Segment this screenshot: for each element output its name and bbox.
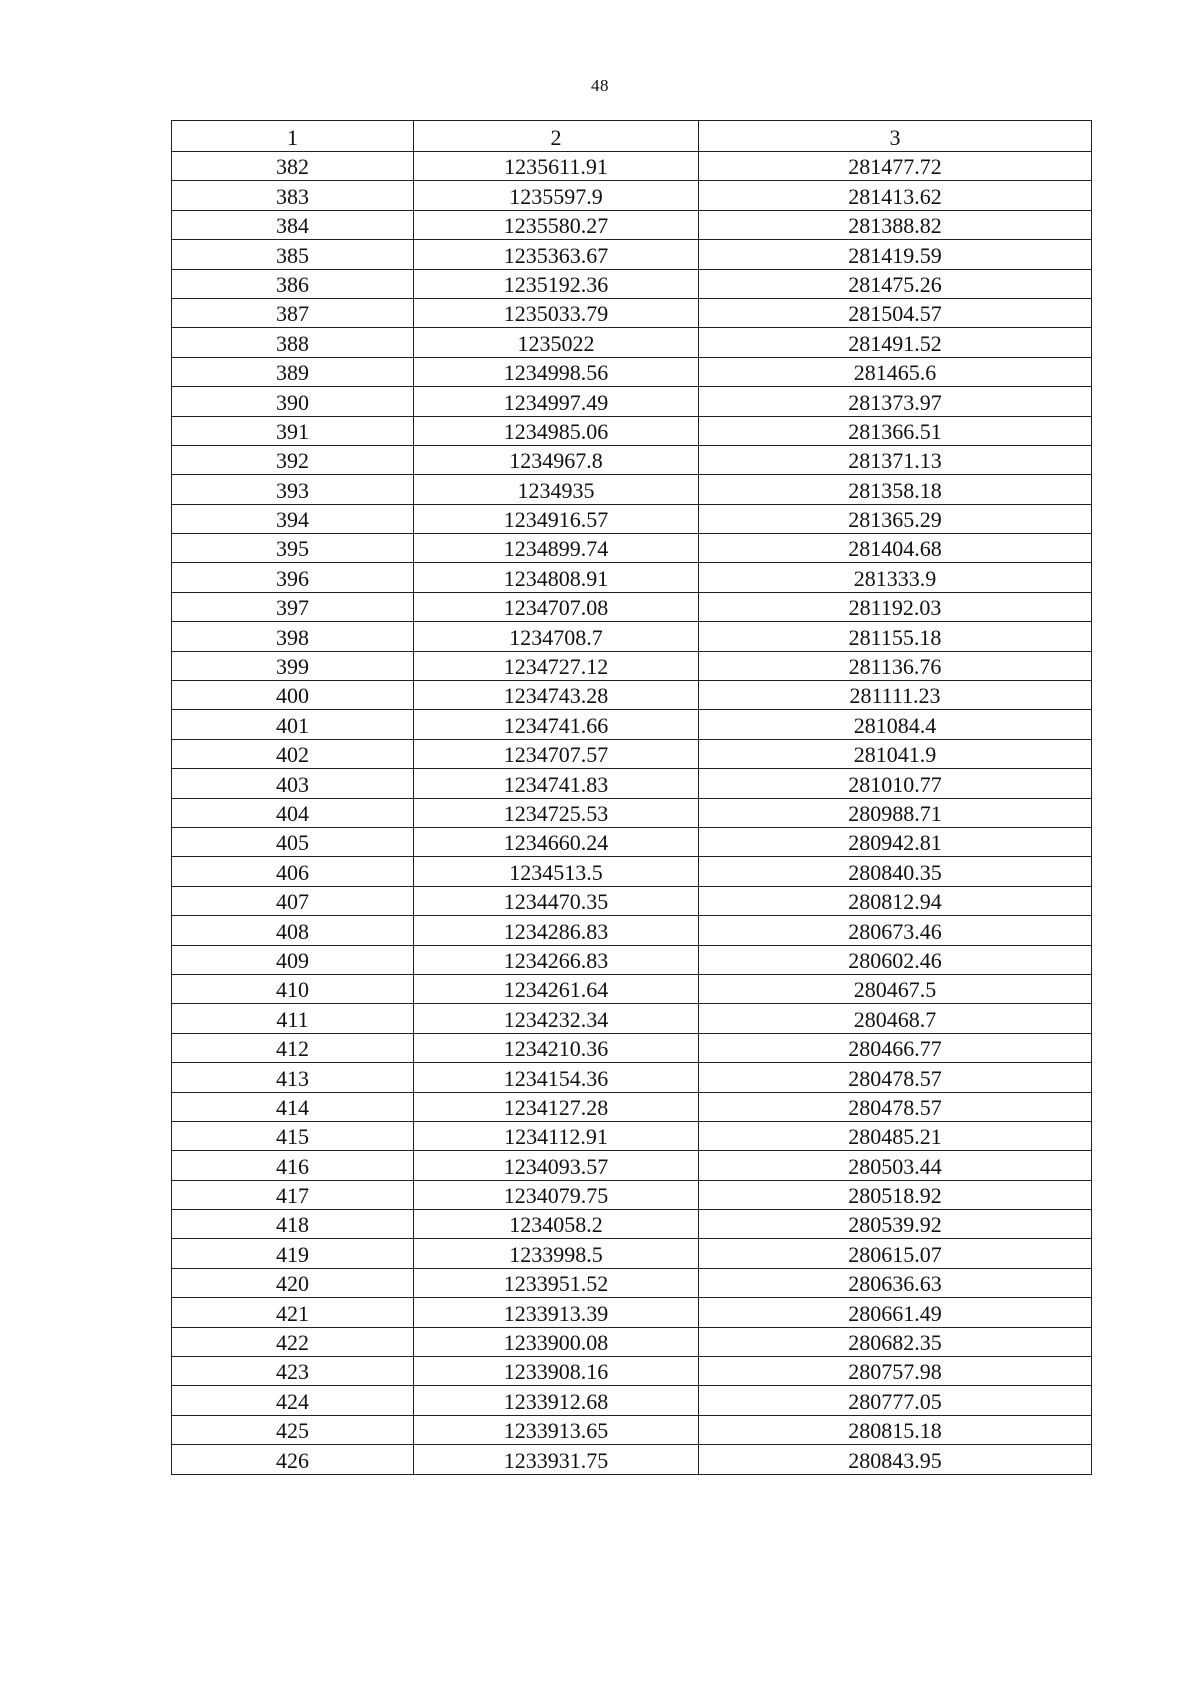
- table-cell: 414: [172, 1092, 414, 1121]
- table-cell: 1234093.57: [414, 1151, 699, 1180]
- table-cell: 388: [172, 328, 414, 357]
- table-cell: 1235597.9: [414, 181, 699, 210]
- table-row: [172, 945, 1092, 974]
- table-cell: 280988.71: [699, 798, 1092, 827]
- table-row: [172, 1298, 1092, 1327]
- column-header: 1: [172, 121, 414, 152]
- table-cell: 411: [172, 1004, 414, 1033]
- table-cell: 280815.18: [699, 1415, 1092, 1444]
- table-cell: 387: [172, 298, 414, 327]
- table-cell: 280757.98: [699, 1357, 1092, 1386]
- table-row: [172, 681, 1092, 710]
- table-cell: 1235580.27: [414, 210, 699, 239]
- table-cell: 1233931.75: [414, 1445, 699, 1474]
- table-cell: 280682.35: [699, 1327, 1092, 1356]
- table-cell: 398: [172, 622, 414, 651]
- table-cell: 280661.49: [699, 1298, 1092, 1327]
- table-row: [172, 1180, 1092, 1209]
- table-cell: 1233908.16: [414, 1357, 699, 1386]
- table-cell: 420: [172, 1268, 414, 1297]
- table-cell: 412: [172, 1033, 414, 1062]
- table-row: [172, 1357, 1092, 1386]
- table-cell: 416: [172, 1151, 414, 1180]
- table-row: [172, 1268, 1092, 1297]
- table-row: [172, 974, 1092, 1003]
- table-cell: 280615.07: [699, 1239, 1092, 1268]
- table-cell: 280777.05: [699, 1386, 1092, 1415]
- table-cell: 422: [172, 1327, 414, 1356]
- table-cell: 281419.59: [699, 240, 1092, 269]
- table-cell: 407: [172, 886, 414, 915]
- table-cell: 382: [172, 152, 414, 181]
- table-row: [172, 1445, 1092, 1474]
- table-cell: 281404.68: [699, 534, 1092, 563]
- table-cell: 1234743.28: [414, 681, 699, 710]
- table-row: [172, 592, 1092, 621]
- table-cell: 390: [172, 387, 414, 416]
- table-cell: 419: [172, 1239, 414, 1268]
- table-cell: 281084.4: [699, 710, 1092, 739]
- table-row: [172, 1121, 1092, 1150]
- table-cell: 1235611.91: [414, 152, 699, 181]
- table-cell: 394: [172, 504, 414, 533]
- table-cell: 1234079.75: [414, 1180, 699, 1209]
- table-body: [172, 152, 1092, 1475]
- table-cell: 280812.94: [699, 886, 1092, 915]
- table-cell: 386: [172, 269, 414, 298]
- table-cell: 392: [172, 445, 414, 474]
- page-number: 48: [591, 76, 609, 95]
- table-row: [172, 916, 1092, 945]
- table-cell: 280636.63: [699, 1268, 1092, 1297]
- table-row: [172, 445, 1092, 474]
- table-cell: 281504.57: [699, 298, 1092, 327]
- table-cell: 281010.77: [699, 769, 1092, 798]
- table-cell: 1233913.39: [414, 1298, 699, 1327]
- table-cell: 281155.18: [699, 622, 1092, 651]
- table-cell: 280485.21: [699, 1121, 1092, 1150]
- table-row: [172, 416, 1092, 445]
- table-cell: 1234741.66: [414, 710, 699, 739]
- table-cell: 1234998.56: [414, 357, 699, 386]
- table-cell: 280843.95: [699, 1445, 1092, 1474]
- table-row: [172, 1239, 1092, 1268]
- table-cell: 405: [172, 827, 414, 856]
- table-cell: 1234470.35: [414, 886, 699, 915]
- table-cell: 426: [172, 1445, 414, 1474]
- table-cell: 1234725.53: [414, 798, 699, 827]
- table-cell: 1234058.2: [414, 1210, 699, 1239]
- table-cell: 383: [172, 181, 414, 210]
- table-row: [172, 387, 1092, 416]
- table-cell: 1234741.83: [414, 769, 699, 798]
- table-cell: 281365.29: [699, 504, 1092, 533]
- table-row: [172, 1327, 1092, 1356]
- table-row: [172, 1386, 1092, 1415]
- table-row: [172, 1063, 1092, 1092]
- table-cell: 391: [172, 416, 414, 445]
- table-cell: 413: [172, 1063, 414, 1092]
- table-cell: 410: [172, 974, 414, 1003]
- table-cell: 395: [172, 534, 414, 563]
- table-cell: 281491.52: [699, 328, 1092, 357]
- table-cell: 281477.72: [699, 152, 1092, 181]
- table-cell: 280539.92: [699, 1210, 1092, 1239]
- table-cell: 281366.51: [699, 416, 1092, 445]
- table-cell: 281465.6: [699, 357, 1092, 386]
- table-cell: 1234997.49: [414, 387, 699, 416]
- table-cell: 1233912.68: [414, 1386, 699, 1415]
- table-cell: 389: [172, 357, 414, 386]
- table-cell: 280468.7: [699, 1004, 1092, 1033]
- table-cell: 1234513.5: [414, 857, 699, 886]
- coordinates-table: [171, 120, 1092, 1475]
- table-cell: 384: [172, 210, 414, 239]
- table-cell: 408: [172, 916, 414, 945]
- table-cell: 1233900.08: [414, 1327, 699, 1356]
- table-cell: 281333.9: [699, 563, 1092, 592]
- table-row: [172, 475, 1092, 504]
- table-cell: 281041.9: [699, 739, 1092, 768]
- table-cell: 281358.18: [699, 475, 1092, 504]
- table-cell: 424: [172, 1386, 414, 1415]
- table-cell: 415: [172, 1121, 414, 1150]
- table-cell: 280840.35: [699, 857, 1092, 886]
- table-header-row: [172, 121, 1092, 152]
- table-cell: 402: [172, 739, 414, 768]
- table-cell: 1234985.06: [414, 416, 699, 445]
- table-cell: 281192.03: [699, 592, 1092, 621]
- table-row: [172, 1415, 1092, 1444]
- table-row: [172, 1033, 1092, 1062]
- table-cell: 1234286.83: [414, 916, 699, 945]
- table-cell: 280466.77: [699, 1033, 1092, 1062]
- table-cell: 400: [172, 681, 414, 710]
- table-row: [172, 710, 1092, 739]
- table-cell: 281475.26: [699, 269, 1092, 298]
- table-cell: 281388.82: [699, 210, 1092, 239]
- table-cell: 281371.13: [699, 445, 1092, 474]
- table-cell: 403: [172, 769, 414, 798]
- table-cell: 1234127.28: [414, 1092, 699, 1121]
- table-cell: 280942.81: [699, 827, 1092, 856]
- table-cell: 1235022: [414, 328, 699, 357]
- table-cell: 1233998.5: [414, 1239, 699, 1268]
- table-row: [172, 798, 1092, 827]
- table-cell: 1235192.36: [414, 269, 699, 298]
- table-cell: 1234935: [414, 475, 699, 504]
- table-cell: 1234232.34: [414, 1004, 699, 1033]
- table-row: [172, 504, 1092, 533]
- table-cell: 385: [172, 240, 414, 269]
- table-cell: 1233951.52: [414, 1268, 699, 1297]
- table-cell: 1234210.36: [414, 1033, 699, 1062]
- table-cell: 423: [172, 1357, 414, 1386]
- table-row: [172, 827, 1092, 856]
- table-cell: 280478.57: [699, 1092, 1092, 1121]
- table-cell: 404: [172, 798, 414, 827]
- table-cell: 418: [172, 1210, 414, 1239]
- table-cell: 1235033.79: [414, 298, 699, 327]
- table-cell: 425: [172, 1415, 414, 1444]
- table-cell: 1234727.12: [414, 651, 699, 680]
- table-cell: 1234899.74: [414, 534, 699, 563]
- table-cell: 1234266.83: [414, 945, 699, 974]
- table-row: [172, 739, 1092, 768]
- table-row: [172, 269, 1092, 298]
- table-cell: 1235363.67: [414, 240, 699, 269]
- table-cell: 1233913.65: [414, 1415, 699, 1444]
- table-cell: 1234967.8: [414, 445, 699, 474]
- table-cell: 280602.46: [699, 945, 1092, 974]
- table-row: [172, 622, 1092, 651]
- table-row: [172, 357, 1092, 386]
- table-cell: 401: [172, 710, 414, 739]
- table-cell: 397: [172, 592, 414, 621]
- table-cell: 281413.62: [699, 181, 1092, 210]
- table-cell: 281136.76: [699, 651, 1092, 680]
- table-cell: 280467.5: [699, 974, 1092, 1003]
- table-cell: 280673.46: [699, 916, 1092, 945]
- table-cell: 1234808.91: [414, 563, 699, 592]
- table-cell: 1234707.57: [414, 739, 699, 768]
- column-header: 3: [699, 121, 1092, 152]
- table-cell: 409: [172, 945, 414, 974]
- table-cell: 280478.57: [699, 1063, 1092, 1092]
- table-row: [172, 651, 1092, 680]
- table-cell: 417: [172, 1180, 414, 1209]
- table-cell: 1234112.91: [414, 1121, 699, 1150]
- table-row: [172, 152, 1092, 181]
- table-row: [172, 769, 1092, 798]
- table-row: [172, 1092, 1092, 1121]
- table-row: [172, 886, 1092, 915]
- table-cell: 396: [172, 563, 414, 592]
- table-cell: 399: [172, 651, 414, 680]
- table-row: [172, 240, 1092, 269]
- table-cell: 393: [172, 475, 414, 504]
- table-cell: 1234916.57: [414, 504, 699, 533]
- table-cell: 421: [172, 1298, 414, 1327]
- table-row: [172, 1210, 1092, 1239]
- table-cell: 1234261.64: [414, 974, 699, 1003]
- table-row: [172, 298, 1092, 327]
- table-cell: 1234707.08: [414, 592, 699, 621]
- table-cell: 1234660.24: [414, 827, 699, 856]
- table-row: [172, 534, 1092, 563]
- table-cell: 1234154.36: [414, 1063, 699, 1092]
- table-row: [172, 1004, 1092, 1033]
- table-cell: 281373.97: [699, 387, 1092, 416]
- table-row: [172, 210, 1092, 239]
- table-cell: 406: [172, 857, 414, 886]
- table-row: [172, 328, 1092, 357]
- table-cell: 280518.92: [699, 1180, 1092, 1209]
- table-row: [172, 857, 1092, 886]
- column-header: 2: [414, 121, 699, 152]
- table-row: [172, 1151, 1092, 1180]
- table-cell: 281111.23: [699, 681, 1092, 710]
- table-row: [172, 181, 1092, 210]
- table-cell: 1234708.7: [414, 622, 699, 651]
- table-row: [172, 563, 1092, 592]
- table-cell: 280503.44: [699, 1151, 1092, 1180]
